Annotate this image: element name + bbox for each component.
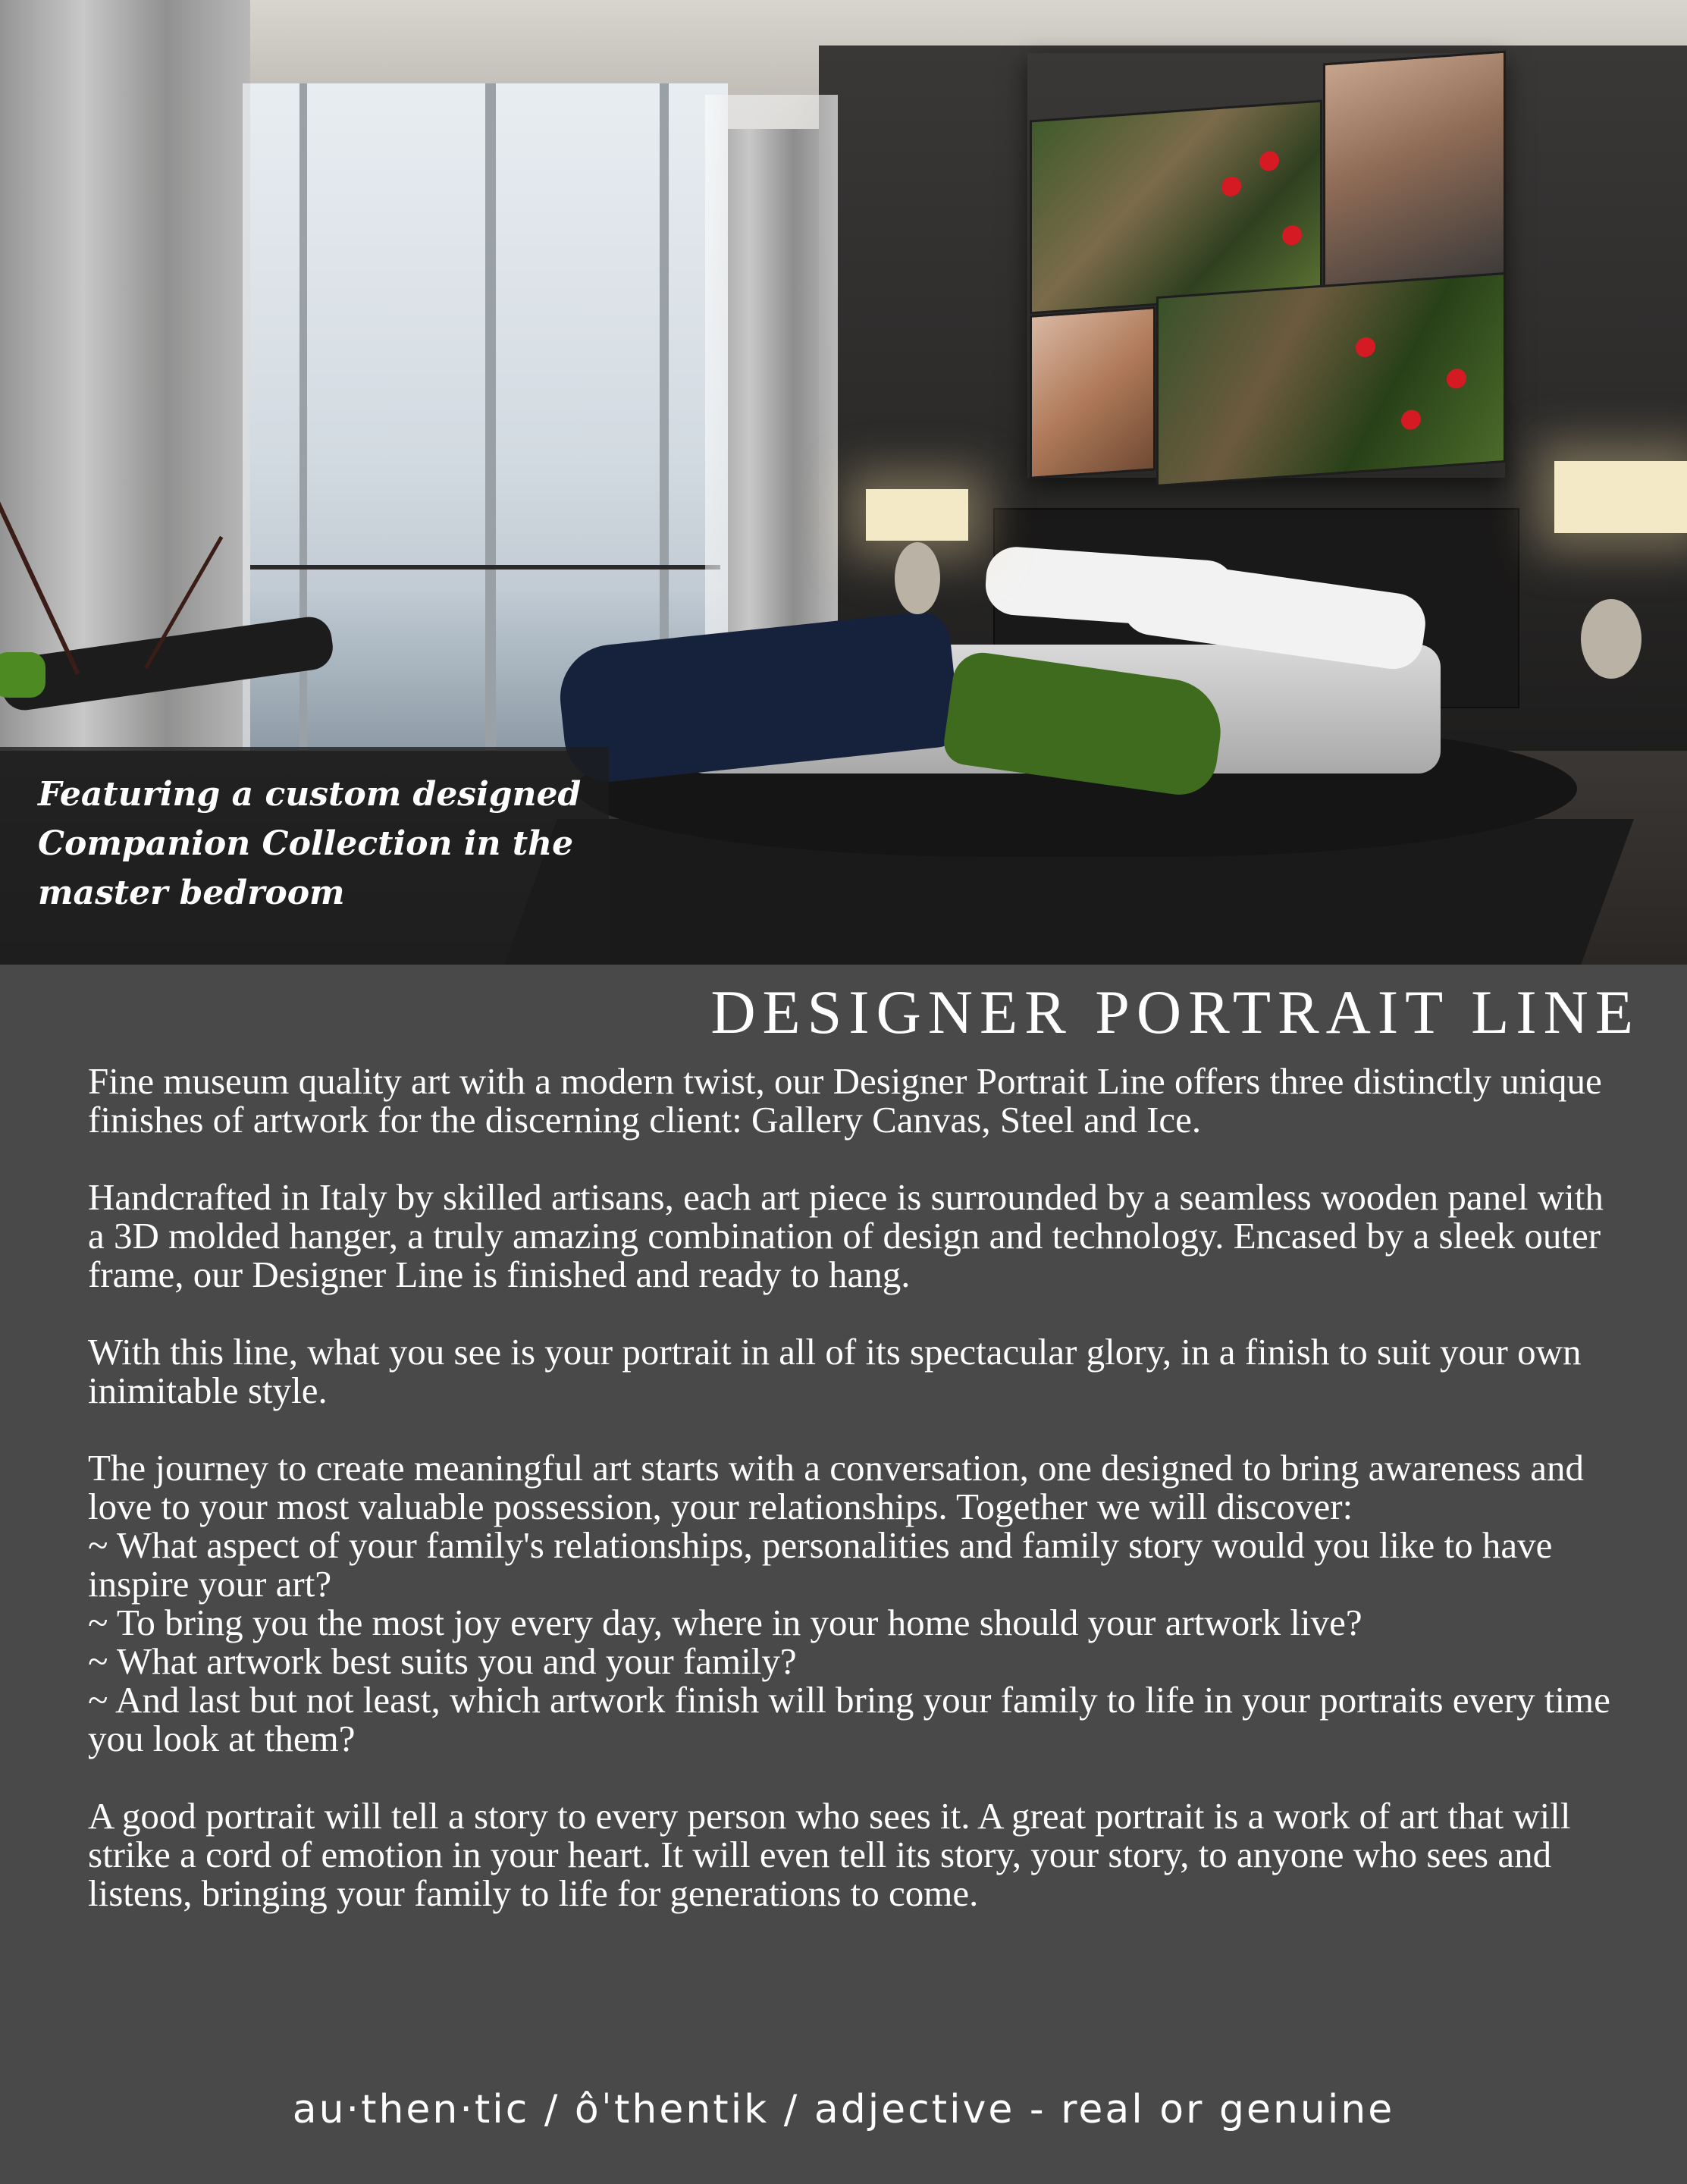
portrait-panel xyxy=(1030,100,1322,315)
lamp-base-left xyxy=(895,542,940,614)
portrait-collage xyxy=(1027,53,1505,478)
chair-cushion xyxy=(0,652,45,698)
rose xyxy=(1401,410,1421,431)
page-title: DESIGNER PORTRAIT LINE xyxy=(710,977,1640,1046)
paragraph: The journey to create meaningful art starts with a conversation, one designed to bring awareness and love to your most valuable possession, your relationships. Together we will discover: xyxy=(88,1447,1584,1527)
hero-bedroom-photo xyxy=(0,0,1687,965)
list-item: ~ What aspect of your family's relationships, personalities and family story would you like to have inspire your art? xyxy=(88,1524,1553,1605)
portrait-panel xyxy=(1030,306,1156,479)
rose xyxy=(1447,369,1466,390)
list-item: ~ And last but not least, which artwork finish will bring your family to life in your portraits every time you look at them? xyxy=(88,1679,1610,1759)
body-copy xyxy=(88,1062,1620,1913)
photo-caption: Featuring a custom designed Companion Collection in the master bedroom xyxy=(38,775,582,912)
rose xyxy=(1356,337,1375,358)
rose xyxy=(1259,150,1279,171)
portrait-panel xyxy=(1323,51,1506,288)
list-item: ~ What artwork best suits you and your family? xyxy=(88,1640,797,1682)
portrait-panel xyxy=(1156,272,1506,487)
window-frame xyxy=(485,83,496,751)
lamp-base-right xyxy=(1581,599,1642,679)
paragraph: Fine museum quality art with a modern twist, our Designer Portrait Line offers three distinctly unique finishes of artwork for the discerning client: Gallery Canvas, Steel and Ice. xyxy=(88,1060,1602,1141)
rose xyxy=(1282,224,1302,246)
discovery-section xyxy=(88,1448,1620,1758)
list-item: ~ To bring you the most joy every day, where in your home should your artwork live? xyxy=(88,1602,1362,1643)
lamp-right xyxy=(1554,461,1687,533)
paragraph: A good portrait will tell a story to every person who sees it. A great portrait is a work of art that will strike a cord of emotion in your heart. It will even tell its story, your story, to anyone who sees and listens, bringing your family to life for generations to come. xyxy=(88,1795,1571,1914)
lamp-left xyxy=(866,489,968,541)
rose xyxy=(1221,176,1241,197)
balcony-railing xyxy=(250,565,720,570)
paragraph: With this line, what you see is your portrait in all of its spectacular glory, in a finish to suit your own inimitable style. xyxy=(88,1331,1582,1411)
paragraph: Handcrafted in Italy by skilled artisans, each art piece is surrounded by a seamless wooden panel with a 3D molded hanger, a truly amazing combination of design and technology. Encased by a sleek outer frame, our Designer Line is finished and ready to hang. xyxy=(88,1176,1604,1295)
definition-tagline: au·then·tic / ôˈthentik / adjective - real or genuine xyxy=(292,2087,1395,2132)
